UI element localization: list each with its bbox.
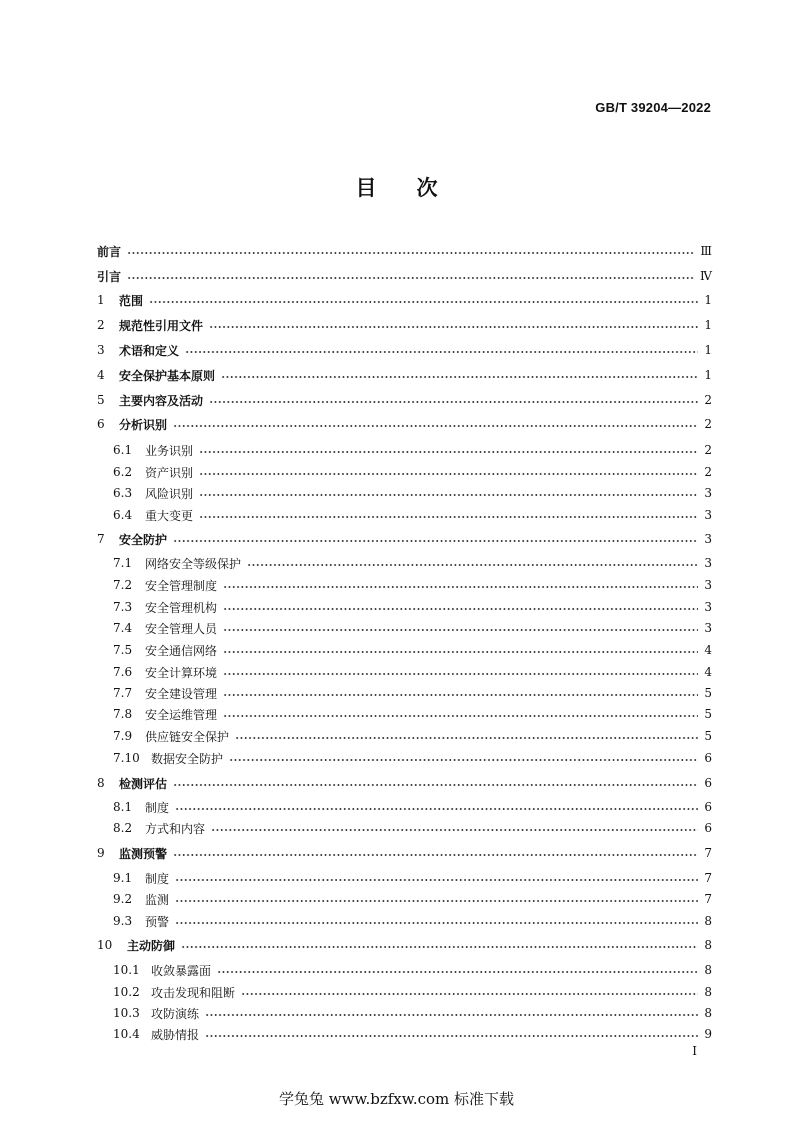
- toc-entry[interactable]: [97, 843, 712, 863]
- toc-entry-number: 8.2: [113, 821, 133, 835]
- toc-entry[interactable]: [113, 818, 712, 838]
- toc-entry[interactable]: [113, 683, 712, 703]
- toc-dot-leader: [175, 889, 698, 909]
- toc-entry-label: 检测评估: [119, 776, 168, 791]
- toc-entry-page: 8: [704, 1006, 712, 1020]
- toc-entry-page: 2: [704, 443, 712, 457]
- toc-entry-label: 数据安全防护: [151, 751, 224, 766]
- toc-entry-number: 7.3: [113, 600, 133, 614]
- toc-entry-label: 重大变更: [145, 508, 194, 523]
- toc-entry-label: 安全运维管理: [145, 707, 218, 722]
- toc-dot-leader: [223, 597, 698, 617]
- toc-entry-page: 1: [704, 343, 712, 357]
- toc-entry-page: 2: [704, 465, 712, 479]
- toc-entry-label: 安全保护基本原则: [119, 368, 216, 383]
- toc-entry-number: 7.6: [113, 665, 133, 679]
- toc-entry-label: 预警: [145, 914, 170, 929]
- toc-dot-leader: [199, 462, 698, 482]
- toc-entry-label: 安全管理制度: [145, 578, 218, 593]
- toc-dot-leader: [173, 773, 698, 793]
- toc-entry-number: 9.2: [113, 892, 133, 906]
- toc-entry[interactable]: [113, 1024, 712, 1044]
- toc-dot-leader: [223, 683, 698, 703]
- toc-entry-page: 4: [704, 665, 712, 679]
- toc-entry-page: 6: [704, 751, 712, 765]
- toc-entry[interactable]: [113, 726, 712, 746]
- toc-entry-number: 7.2: [113, 578, 133, 592]
- toc-entry-page: 3: [704, 621, 712, 635]
- toc-entry[interactable]: [97, 390, 712, 410]
- toc-entry-label: 规范性引用文件: [119, 318, 204, 333]
- toc-entry-page: 8: [704, 938, 712, 952]
- toc-entry[interactable]: [113, 505, 712, 525]
- toc-entry-label: 安全防护: [119, 532, 168, 547]
- toc-entry-label: 安全管理人员: [145, 621, 218, 636]
- toc-entry-page: 6: [704, 821, 712, 835]
- toc-entry[interactable]: [97, 315, 712, 335]
- toc-entry-label: 威胁情报: [151, 1027, 200, 1042]
- toc-entry-page: 7: [704, 871, 712, 885]
- toc-entry-number: 7.10: [113, 751, 140, 765]
- toc-entry-page: 7: [704, 892, 712, 906]
- toc-dot-leader: [175, 797, 698, 817]
- toc-entry-page: 3: [704, 578, 712, 592]
- toc-entry-label: 引言: [97, 269, 122, 284]
- toc-entry-number: 7: [97, 532, 105, 546]
- toc-entry-number: 9.3: [113, 914, 133, 928]
- standard-code: GB/T 39204—2022: [595, 100, 711, 115]
- toc-entry-label: 供应链安全保护: [145, 729, 230, 744]
- toc-entry[interactable]: [113, 704, 712, 724]
- toc-entry-page: 5: [704, 729, 712, 743]
- toc-entry[interactable]: [97, 529, 712, 549]
- toc-entry-number: 10.3: [113, 1006, 140, 1020]
- toc-entry[interactable]: [113, 575, 712, 595]
- toc-dot-leader: [127, 266, 694, 286]
- toc-entry-page: 6: [704, 800, 712, 814]
- toc-entry-label: 分析识别: [119, 417, 168, 432]
- toc-entry-label: 攻防演练: [151, 1006, 200, 1021]
- toc-entry-label: 主要内容及活动: [119, 393, 204, 408]
- toc-dot-leader: [149, 290, 698, 310]
- toc-entry-page: 5: [704, 707, 712, 721]
- toc-entry-number: 7.1: [113, 556, 133, 570]
- toc-entry-label: 网络安全等级保护: [145, 556, 242, 571]
- toc-entry[interactable]: [97, 241, 712, 261]
- toc-entry-label: 风险识别: [145, 486, 194, 501]
- toc-entry[interactable]: [113, 440, 712, 460]
- toc-entry-number: 5: [97, 393, 105, 407]
- toc-entry-label: 收敛暴露面: [151, 963, 212, 978]
- toc-dot-leader: [185, 340, 698, 360]
- toc-dot-leader: [175, 911, 698, 931]
- toc-entry[interactable]: [97, 414, 712, 434]
- toc-entry-number: 9.1: [113, 871, 133, 885]
- toc-entry-label: 业务识别: [145, 443, 194, 458]
- toc-entry[interactable]: [97, 935, 712, 955]
- toc-entry-number: 6: [97, 417, 105, 431]
- toc-entry-number: 7.4: [113, 621, 133, 635]
- toc-dot-leader: [199, 440, 698, 460]
- toc-entry[interactable]: [113, 797, 712, 817]
- toc-dot-leader: [209, 390, 698, 410]
- toc-entry[interactable]: [113, 483, 712, 503]
- toc-entry-number: 6.4: [113, 508, 133, 522]
- toc-dot-leader: [223, 704, 698, 724]
- toc-entry[interactable]: [113, 960, 712, 980]
- toc-dot-leader: [209, 315, 698, 335]
- toc-entry-label: 范围: [119, 293, 144, 308]
- toc-entry-number: 7.8: [113, 707, 133, 721]
- toc-entry[interactable]: [97, 340, 712, 360]
- toc-entry-page: Ⅲ: [700, 244, 712, 258]
- toc-entry-page: 3: [704, 508, 712, 522]
- toc-entry-label: 安全建设管理: [145, 686, 218, 701]
- toc-entry[interactable]: [113, 662, 712, 682]
- toc-entry-page: 9: [704, 1027, 712, 1041]
- toc-dot-leader: [173, 843, 698, 863]
- toc-entry-number: 7.7: [113, 686, 133, 700]
- toc-dot-leader: [173, 529, 698, 549]
- toc-entry-number: 10.4: [113, 1027, 140, 1041]
- toc-entry-page: 5: [704, 686, 712, 700]
- toc-entry[interactable]: [113, 618, 712, 638]
- toc-dot-leader: [127, 241, 694, 261]
- toc-entry-page: 6: [704, 776, 712, 790]
- toc-entry-label: 制度: [145, 871, 170, 886]
- toc-entry[interactable]: [113, 640, 712, 660]
- toc-dot-leader: [223, 618, 698, 638]
- toc-entry[interactable]: [113, 748, 712, 768]
- toc-entry[interactable]: [97, 290, 712, 310]
- toc-dot-leader: [199, 483, 698, 503]
- toc-dot-leader: [199, 505, 698, 525]
- toc-entry-number: 10: [97, 938, 113, 952]
- toc-entry-label: 安全管理机构: [145, 600, 218, 615]
- toc-entry[interactable]: [97, 266, 712, 286]
- toc-dot-leader: [223, 662, 698, 682]
- page-title: [0, 172, 793, 202]
- toc-entry[interactable]: [113, 1003, 712, 1023]
- toc-entry-page: Ⅳ: [700, 269, 712, 283]
- toc-dot-leader: [181, 935, 698, 955]
- toc-entry[interactable]: [113, 868, 712, 888]
- toc-entry-number: 10.2: [113, 985, 140, 999]
- toc-entry[interactable]: [113, 597, 712, 617]
- toc-entry-number: 2: [97, 318, 105, 332]
- toc-entry-number: 7.9: [113, 729, 133, 743]
- toc-dot-leader: [235, 726, 698, 746]
- toc-dot-leader: [211, 818, 698, 838]
- toc-dot-leader: [229, 748, 698, 768]
- toc-entry-page: 8: [704, 914, 712, 928]
- toc-entry[interactable]: [97, 365, 712, 385]
- toc-entry-page: 7: [704, 846, 712, 860]
- toc-entry-page: 3: [704, 486, 712, 500]
- toc-dot-leader: [241, 982, 698, 1002]
- page-number: I: [692, 1044, 697, 1058]
- toc-entry-number: 8.1: [113, 800, 133, 814]
- toc-entry-label: 方式和内容: [145, 821, 206, 836]
- toc-entry-label: 监测预警: [119, 846, 168, 861]
- toc-entry[interactable]: [97, 773, 712, 793]
- toc-entry-number: 6.1: [113, 443, 133, 457]
- toc-entry-number: 6.3: [113, 486, 133, 500]
- toc-entry-page: 1: [704, 368, 712, 382]
- toc-entry-number: 1: [97, 293, 105, 307]
- title-char-right: 次: [416, 176, 438, 200]
- toc-entry-label: 主动防御: [127, 938, 176, 953]
- toc-dot-leader: [217, 960, 698, 980]
- toc-entry-number: 7.5: [113, 643, 133, 657]
- toc-dot-leader: [223, 575, 698, 595]
- toc-entry-number: 10.1: [113, 963, 140, 977]
- toc-entry-number: 3: [97, 343, 105, 357]
- toc-entry[interactable]: [113, 911, 712, 931]
- toc-entry-page: 4: [704, 643, 712, 657]
- toc-entry-page: 8: [704, 963, 712, 977]
- toc-dot-leader: [205, 1024, 698, 1044]
- toc-entry-label: 安全计算环境: [145, 665, 218, 680]
- toc-dot-leader: [223, 640, 698, 660]
- toc-dot-leader: [175, 868, 698, 888]
- toc-entry-number: 8: [97, 776, 105, 790]
- toc-entry-page: 3: [704, 532, 712, 546]
- toc-entry[interactable]: [113, 553, 712, 573]
- toc-dot-leader: [247, 553, 698, 573]
- toc-entry[interactable]: [113, 462, 712, 482]
- toc-dot-leader: [205, 1003, 698, 1023]
- toc-entry-label: 安全通信网络: [145, 643, 218, 658]
- toc-entry-label: 资产识别: [145, 465, 194, 480]
- toc-entry-number: 9: [97, 846, 105, 860]
- toc-entry-label: 术语和定义: [119, 343, 180, 358]
- toc-entry[interactable]: [113, 889, 712, 909]
- toc-entry-page: 2: [704, 417, 712, 431]
- footer-watermark: 学兔兔 www.bzfxw.com 标准下载: [278, 1090, 515, 1108]
- toc-entry[interactable]: [113, 982, 712, 1002]
- toc-entry-number: 4: [97, 368, 105, 382]
- toc-entry-page: 3: [704, 600, 712, 614]
- toc-entry-label: 制度: [145, 800, 170, 815]
- toc-entry-label: 前言: [97, 244, 122, 259]
- toc-entry-number: 6.2: [113, 465, 133, 479]
- title-char-left: 目: [355, 176, 377, 200]
- toc-dot-leader: [173, 414, 698, 434]
- toc-entry-page: 1: [704, 318, 712, 332]
- toc-entry-page: 1: [704, 293, 712, 307]
- toc-entry-label: 监测: [145, 892, 170, 907]
- toc-entry-page: 3: [704, 556, 712, 570]
- toc-entry-label: 攻击发现和阻断: [151, 985, 236, 1000]
- toc-entry-page: 8: [704, 985, 712, 999]
- toc-dot-leader: [221, 365, 698, 385]
- toc-entry-page: 2: [704, 393, 712, 407]
